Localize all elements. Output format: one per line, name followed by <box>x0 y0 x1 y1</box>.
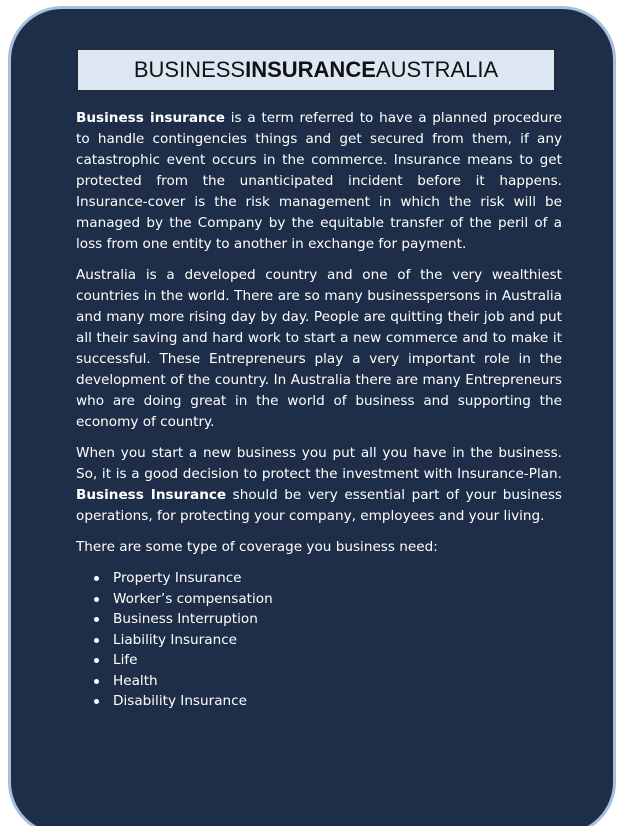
bullet-icon <box>94 576 99 581</box>
paragraph-3-text-1: When you start a new business you put all you have in the business. So, it is a good decision to protect the investment with Insurance-Plan. <box>76 445 562 482</box>
list-item <box>92 671 562 692</box>
page-title <box>76 48 556 92</box>
list-item-label: Business Interruption <box>113 611 258 627</box>
coverage-list <box>76 568 562 712</box>
bullet-icon <box>94 658 99 663</box>
list-item-label: Worker’s compensation <box>113 590 273 607</box>
list-item-label: Health <box>113 672 158 689</box>
paragraph-3-text-2: should be very essential part of your business operations, for protecting your company, employees and your living. <box>76 487 562 524</box>
bullet-icon <box>94 617 99 622</box>
paragraph-1 <box>76 108 562 255</box>
list-item-label: Life <box>113 652 138 668</box>
list-item-label: Liability Insurance <box>113 631 238 648</box>
bullet-icon <box>94 699 99 704</box>
list-item <box>92 691 562 712</box>
paragraph-1-bold: Business insurance <box>76 110 225 126</box>
title-part-3: AUSTRALIA <box>375 57 499 82</box>
paragraph-3-bold: Business Insurance <box>76 487 227 503</box>
paragraph-4: There are some type of coverage you business need: <box>76 539 438 555</box>
list-item <box>92 568 562 589</box>
bullet-icon <box>94 638 99 643</box>
list-item <box>92 589 562 610</box>
title-part-2: INSURANCE <box>245 57 376 82</box>
list-item-label: Property Insurance <box>113 570 242 586</box>
paragraph-3 <box>76 443 562 527</box>
article-body <box>76 108 562 712</box>
paragraph-2: Australia is a developed country and one of the very wealthiest countries in the world. There are so many businesspersons in Australia and many more rising day by day. People are quitting their job and put all their saving and hard work to start a new commerce and to make it successful. These Entrepreneurs play a very important role in the development of the country. In Australia there are many Entrepreneurs who are doing great in the world of business and supporting the economy of country. <box>76 267 562 430</box>
list-item <box>92 650 562 671</box>
list-item <box>92 630 562 651</box>
title-part-1: BUSINESS <box>133 57 246 82</box>
list-item-label: Disability Insurance <box>113 693 248 709</box>
bullet-icon <box>94 597 99 602</box>
paragraph-1-text: is a term referred to have a planned procedure to handle contingencies things and get secured from them, if any catastrophic event occurs in the commerce. Insurance means to get protected from the unanticipated incident before it happens. Insurance-cover is the risk management in which the risk will be managed by the Company by the equitable transfer of the peril of a loss from one entity to another in exchange for payment. <box>76 110 562 252</box>
list-item <box>92 609 562 630</box>
bullet-icon <box>94 679 99 684</box>
